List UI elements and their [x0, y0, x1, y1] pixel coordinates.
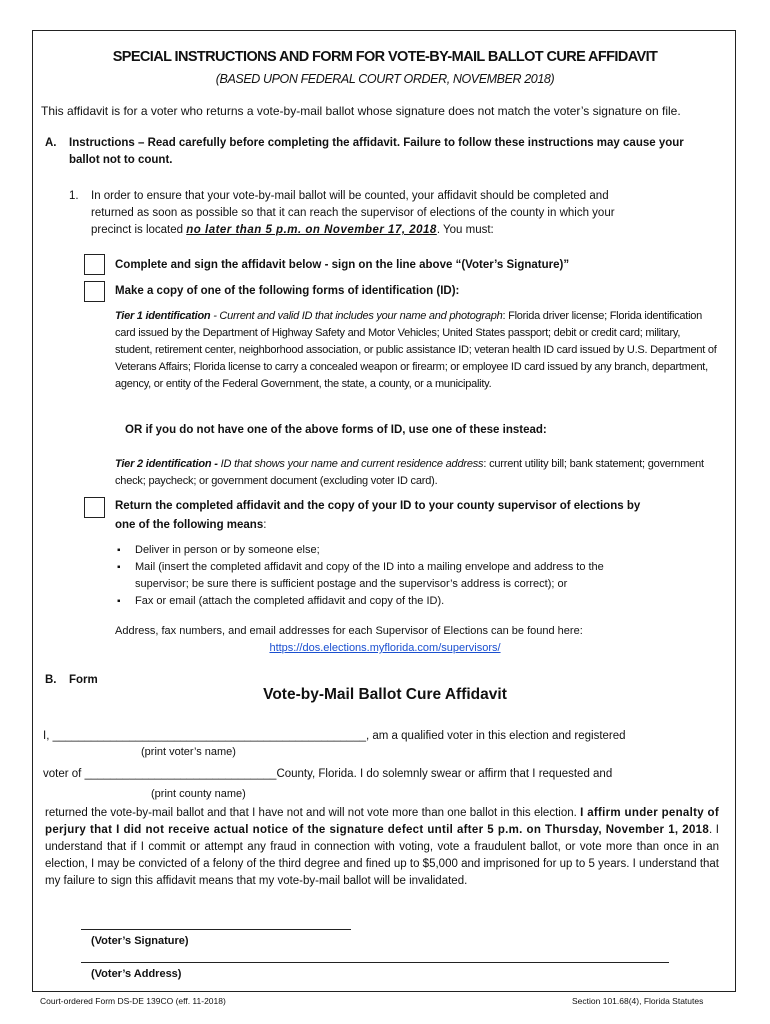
or-alternative-text: OR if you do not have one of the above forms of ID, use one of these instead:	[125, 424, 547, 436]
tier-1-block	[115, 308, 719, 393]
voter-name-field[interactable]: _________________________________________________	[52, 730, 366, 742]
checkbox-return-label-line2: one of the following means	[115, 519, 264, 531]
item-1-line2: returned as soon as possible so that it can reach the supervisor of elections of the county in which your	[91, 207, 615, 219]
delivery-methods-list	[115, 542, 655, 610]
section-a-heading-line2: ballot not to count.	[69, 154, 173, 166]
tier-2-label: Tier 2 identification -	[115, 458, 218, 470]
checkbox-copy-id[interactable]	[84, 281, 105, 302]
checkbox-complete-sign-label: Complete and sign the affidavit below - sign on the line above “(Voter’s Signature)”	[115, 259, 570, 271]
delivery-method-item: ▪ Fax or email (attach the completed affidavit and copy of the ID).	[115, 593, 655, 610]
voter-name-post: , am a qualified voter in this election and registered	[366, 730, 626, 742]
document-title: SPECIAL INSTRUCTIONS AND FORM FOR VOTE-BY-MAIL BALLOT CURE AFFIDAVIT	[112, 49, 658, 65]
voter-county-line	[43, 766, 612, 783]
voter-signature-label: (Voter’s Signature)	[91, 935, 189, 947]
item-1-line3-post: . You must:	[436, 224, 494, 236]
checkbox-complete-sign[interactable]	[84, 254, 105, 275]
voter-address-label: (Voter’s Address)	[91, 968, 182, 980]
tier-1-label: Tier 1 identification	[115, 310, 211, 322]
section-a-letter: A.	[45, 137, 57, 149]
affidavit-paragraph	[45, 805, 719, 890]
tier-1-text: : Florida driver license; Florida identification card issued by the Department of Highway Safety and Motor Vehicles; United States passport; debit or credit card; military, student, retirement center, neighborhood association, or public assistance ID; veteran health ID card issued by U.S. Department of Veterans Affairs; Florida license to carry a concealed weapon or firearm; or employee ID card issued by any branch, department, agency, or entity of the Federal Government, the state, a county, or a municipality.	[115, 310, 717, 390]
item-1-line1: In order to ensure that your vote-by-mail ballot will be counted, your affidavit should be completed and	[91, 190, 609, 202]
section-b-heading: Form	[69, 674, 98, 686]
supervisor-address-note: Address, fax numbers, and email addresses for each Supervisor of Elections can be found here:	[115, 625, 583, 637]
voter-name-line	[43, 728, 626, 745]
section-a-heading-line1: Instructions – Read carefully before completing the affidavit. Failure to follow these instructions may cause your	[69, 137, 684, 149]
checkbox-return-label-line2-wrap	[115, 517, 266, 534]
footer-form-number: Court-ordered Form DS-DE 139CO (eff. 11-2018)	[40, 996, 226, 1006]
supervisor-link-row	[33, 640, 737, 657]
affidavit-page	[32, 30, 736, 992]
affidavit-paragraph-affirmation: I affirm under penalty of perjury that I did not receive actual notice of the signature defect until after 5 p.m. on Thursday, November 1, 2018	[45, 807, 719, 836]
checkbox-return-affidavit[interactable]	[84, 497, 105, 518]
affidavit-paragraph-end: . I understand that if I commit or attempt any fraud in connection with voting, vote a fraudulent ballot, or vote more than once in an election, I may be convicted of a felony of the third degree and fined up to $5,000 and imprisoned for up to 5 years. I understand that my failure to sign this affidavit means that my vote-by-mail ballot will be invalidated.	[45, 824, 720, 887]
tier-2-block	[115, 456, 719, 490]
voter-name-pre: I,	[43, 730, 53, 742]
intro-text: This affidavit is for a voter who returns a vote-by-mail ballot whose signature does not match the voter’s signature on file.	[41, 104, 681, 118]
signature-line[interactable]	[81, 929, 351, 930]
print-name-caption: (print voter’s name)	[141, 746, 236, 758]
tier-2-text: : current utility bill; bank statement; government check; paycheck; or government document (excluding voter ID card).	[115, 458, 704, 487]
deadline-text: no later than 5 p.m. on November 17, 2018	[186, 224, 437, 236]
section-b-letter: B.	[45, 674, 57, 686]
checkbox-return-label-line1: Return the completed affidavit and the copy of your ID to your county supervisor of elections by	[115, 500, 641, 512]
delivery-method-item: ▪ Deliver in person or by someone else;	[115, 542, 655, 559]
tier-1-lead: - Current and valid ID that includes your name and photograph	[210, 310, 503, 322]
delivery-method-item: ▪ Mail (insert the completed affidavit and copy of the ID into a mailing envelope and address to the supervisor; be sure there is sufficient postage and the supervisor’s address is correct); or	[115, 559, 655, 593]
supervisors-link[interactable]: https://dos.elections.myflorida.com/supervisors/	[269, 642, 501, 654]
item-1-line3	[91, 222, 494, 239]
tier-2-lead: ID that shows your name and current residence address	[217, 458, 484, 470]
print-county-caption: (print county name)	[151, 788, 246, 800]
document-subtitle: (BASED UPON FEDERAL COURT ORDER, NOVEMBER 2018)	[215, 72, 555, 86]
voter-county-pre: voter of	[43, 768, 85, 780]
checkbox-return-colon: :	[263, 519, 267, 531]
affidavit-paragraph-start: returned the vote-by-mail ballot and that I have not and will not vote more than one ballot in this election.	[45, 807, 581, 819]
voter-county-field[interactable]: ______________________________	[84, 768, 277, 780]
voter-county-post: County, Florida. I do solemnly swear or affirm that I requested and	[276, 768, 613, 780]
form-title: Vote-by-Mail Ballot Cure Affidavit	[263, 686, 507, 703]
footer-statute: Section 101.68(4), Florida Statutes	[572, 996, 704, 1006]
checkbox-copy-id-label: Make a copy of one of the following forms of identification (ID):	[115, 285, 460, 297]
address-line[interactable]	[81, 962, 669, 963]
item-1-number: 1.	[69, 190, 79, 202]
item-1-line3-pre: precinct is located	[91, 224, 187, 236]
